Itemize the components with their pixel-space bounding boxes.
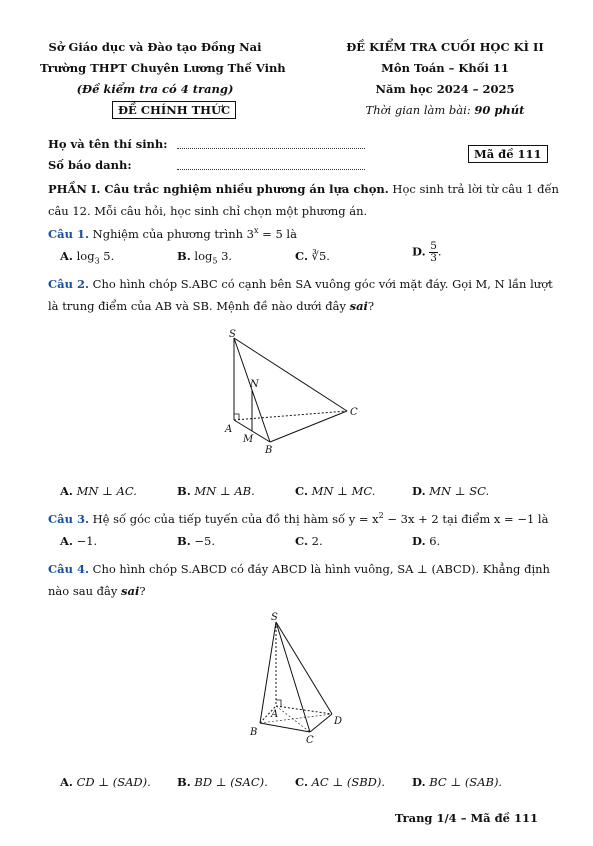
option-tail: .: [437, 244, 442, 259]
edge-bc: [260, 723, 310, 732]
edge-bc: [270, 411, 347, 442]
label-a: A: [225, 424, 233, 435]
page-count-note: (Đề kiểm tra có 4 trang): [76, 82, 234, 96]
student-id-field[interactable]: [177, 159, 365, 170]
question-3: [48, 511, 548, 526]
option-tail: 5.: [99, 249, 115, 263]
q2-option-a[interactable]: [60, 484, 137, 498]
time-value: 90 phút: [474, 103, 525, 117]
label-s: S: [271, 612, 278, 623]
question-4-emphasis: sai: [121, 584, 140, 598]
q2-option-d[interactable]: [412, 484, 489, 498]
option-label: C.: [295, 249, 308, 263]
question-2-emphasis: sai: [349, 299, 368, 313]
option-text: 2.: [311, 534, 323, 548]
q4-option-d[interactable]: [412, 775, 502, 789]
option-text: −5.: [194, 534, 215, 548]
option-label: D.: [412, 244, 426, 259]
school-year: Năm học 2024 – 2025: [375, 82, 515, 96]
option-text: ∛5.: [311, 249, 330, 263]
option-text: CD ⊥ (SAD).: [76, 775, 151, 789]
q2-option-b[interactable]: [177, 484, 255, 498]
student-id-label: Số báo danh:: [48, 158, 132, 172]
option-text: BC ⊥ (SAB).: [429, 775, 503, 789]
q3-option-b[interactable]: [177, 534, 215, 548]
fraction-numerator: 5: [430, 240, 437, 252]
option-label: C.: [295, 775, 308, 789]
q1-option-c[interactable]: [295, 249, 330, 263]
edge-ac-hidden: [234, 411, 347, 420]
option-label: B.: [177, 775, 191, 789]
question-2-line2: [48, 299, 374, 313]
edge-cd: [310, 714, 332, 732]
q1-option-b[interactable]: [177, 249, 232, 265]
q1-option-a[interactable]: [60, 249, 114, 265]
q2-option-c[interactable]: [295, 484, 375, 498]
q4-option-a[interactable]: [60, 775, 151, 789]
part1-heading: [48, 182, 559, 196]
pyramid-sabc-figure: [215, 325, 365, 460]
option-text: MN ⊥ AB.: [194, 484, 255, 498]
question-4-text-b: nào sau đây: [48, 584, 122, 598]
option-label: D.: [412, 484, 426, 498]
option-tail: 3.: [217, 249, 233, 263]
right-angle-mark: [234, 414, 239, 420]
edge-sc: [234, 338, 347, 411]
edge-sc: [276, 622, 310, 732]
school-name: Trường THPT Chuyên Lương Thế Vinh: [40, 61, 286, 75]
label-a: A: [271, 709, 279, 720]
part1-instruction-b: câu 12. Mỗi câu hỏi, học sinh chỉ chọn một phương án.: [48, 204, 368, 218]
question-1: [48, 226, 297, 241]
option-label: A.: [60, 775, 73, 789]
student-name-field[interactable]: [177, 138, 365, 149]
question-1-text: Nghiệm của phương trình 3: [92, 226, 254, 241]
option-label: A.: [60, 484, 73, 498]
question-3-text-b: − 3x + 2 tại điểm x = −1 là: [383, 511, 549, 526]
page-footer: Trang 1/4 – Mã đề 111: [394, 811, 538, 825]
question-4-line2: [48, 584, 146, 598]
label-d: D: [334, 716, 343, 727]
q4-option-c[interactable]: [295, 775, 385, 789]
option-label: C.: [295, 484, 308, 498]
time-allowed: [320, 103, 570, 117]
option-label: A.: [60, 249, 73, 263]
option-sub: 5: [212, 256, 218, 266]
option-label: D.: [412, 534, 426, 548]
exam-title: ĐỀ KIỂM TRA CUỐI HỌC KÌ II: [346, 40, 544, 54]
question-3-label: Câu 3.: [48, 511, 89, 526]
option-text: −1.: [76, 534, 98, 548]
question-4-label: Câu 4.: [48, 562, 89, 576]
student-name-label: Họ và tên thí sinh:: [48, 137, 168, 151]
question-2: [48, 277, 553, 291]
question-2-text-a: Cho hình chóp S.ABC có cạnh bên SA vuông góc với mặt đáy. Gọi M, N lần lượt: [92, 277, 553, 291]
option-label: B.: [177, 534, 191, 548]
q1-option-d[interactable]: [412, 241, 442, 264]
option-text: 6.: [429, 534, 441, 548]
option-text: BD ⊥ (SAC).: [194, 775, 268, 789]
label-n: N: [250, 379, 259, 390]
question-2-label: Câu 2.: [48, 277, 89, 291]
question-3-exp: 2: [378, 511, 384, 520]
option-label: C.: [295, 534, 308, 548]
fraction-denominator: 3: [430, 252, 437, 264]
option-label: D.: [412, 775, 426, 789]
option-label: A.: [60, 534, 73, 548]
label-s: S: [229, 329, 236, 340]
pyramid-sabcd-figure: [240, 608, 350, 748]
part1-title: PHẦN I. Câu trắc nghiệm nhiều phương án lựa chọn.: [48, 182, 389, 196]
option-sub: 3: [94, 256, 100, 266]
option-text: AC ⊥ (SBD).: [311, 775, 386, 789]
label-c: C: [306, 735, 314, 746]
label-m: M: [243, 434, 254, 445]
option-text: MN ⊥ SC.: [429, 484, 490, 498]
label-c: C: [350, 407, 358, 418]
edge-sd: [276, 622, 332, 714]
q3-option-a[interactable]: [60, 534, 97, 548]
option-label: B.: [177, 249, 191, 263]
option-fraction: [429, 241, 438, 264]
label-b: B: [250, 727, 258, 738]
question-1-exp: x: [253, 226, 259, 235]
question-1-tail: = 5 là: [258, 226, 297, 241]
official-badge: ĐỀ CHÍNH THỨC: [112, 101, 236, 119]
part1-instruction-a: Học sinh trả lời từ câu 1 đến: [388, 182, 559, 196]
subject-grade: Môn Toán – Khối 11: [381, 61, 509, 75]
exam-code-badge: Mã đề 111: [468, 145, 548, 163]
q3-option-d[interactable]: [412, 534, 440, 548]
question-2-end: ?: [367, 299, 375, 313]
question-4-end: ?: [139, 584, 146, 598]
label-b: B: [265, 445, 273, 456]
time-prefix: Thời gian làm bài:: [365, 103, 475, 117]
question-4-text-a: Cho hình chóp S.ABCD có đáy ABCD là hình vuông, SA ⊥ (ABCD). Khẳng định: [92, 562, 550, 576]
option-label: B.: [177, 484, 191, 498]
option-text: log: [76, 249, 95, 263]
question-3-text-a: Hệ số góc của tiếp tuyến của đồ thị hàm số y = x: [92, 511, 379, 526]
question-1-label: Câu 1.: [48, 226, 89, 241]
question-4: [48, 562, 550, 576]
q3-option-c[interactable]: [295, 534, 323, 548]
department-name: Sở Giáo dục và Đào tạo Đồng Nai: [48, 40, 262, 54]
q4-option-b[interactable]: [177, 775, 268, 789]
question-2-text-b: là trung điểm của AB và SB. Mệnh đề nào dưới đây: [48, 299, 350, 313]
option-text: log: [194, 249, 213, 263]
option-text: MN ⊥ MC.: [311, 484, 376, 498]
option-text: MN ⊥ AC.: [76, 484, 137, 498]
